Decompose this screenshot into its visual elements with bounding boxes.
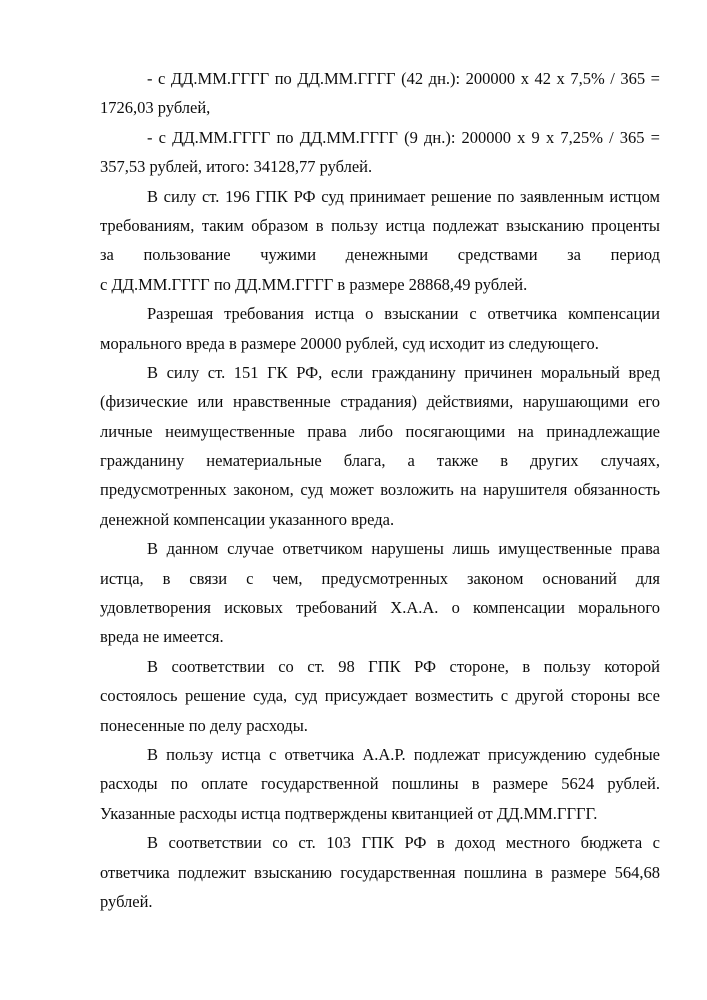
text-line: (физические или нравственные страдания) действиями, нарушающими его [100,392,660,412]
text-line: предусмотренных законом, суд может возложить на нарушителя обязанность [100,480,660,500]
text-line: Указанные расходы истца подтверждены квитанцией от ДД.ММ.ГГГГ. [100,803,598,823]
text-line: - с ДД.ММ.ГГГГ по ДД.ММ.ГГГГ (42 дн.): 200000 х 42 х 7,5% / 365 = [147,69,660,88]
text-line: - с ДД.ММ.ГГГГ по ДД.ММ.ГГГГ (9 дн.): 200000 х 9 х 7,25% / 365 = [147,127,660,147]
paragraph [100,123,660,182]
paragraph [100,182,660,300]
text-line: с ДД.ММ.ГГГГ по ДД.ММ.ГГГГ в размере 28868,49 рублей. [100,274,528,294]
text-line: денежной компенсации указанного вреда. [100,509,395,529]
text-line: истца, в связи с чем, предусмотренных законом оснований для [100,568,660,588]
text-line: морального вреда в размере 20000 рублей, суд исходит из следующего. [100,333,599,353]
paragraph [100,64,660,123]
text-line: В соответствии со ст. 103 ГПК РФ в доход местного бюджета с [147,833,660,853]
text-line: гражданину нематериальные блага, а также в других случаях, [100,451,660,471]
text-line: требованиям, таким образом в пользу истца подлежат взысканию проценты [100,215,660,235]
text-line: ответчика подлежит взысканию государственная пошлина в размере 564,68 [100,862,660,882]
text-line: личные неимущественные права либо посягающими на принадлежащие [100,421,660,441]
paragraph [100,652,660,740]
text-line: Разрешая требования истца о взыскании с ответчика компенсации [147,304,660,324]
paragraph [100,358,660,534]
paragraph [100,740,660,828]
text-line: понесенные по делу расходы. [100,715,308,735]
text-line: вреда не имеется. [100,627,224,647]
text-line: В данном случае ответчиком нарушены лишь имущественные права [147,539,660,559]
paragraph [100,534,660,652]
text-line: В силу ст. 196 ГПК РФ суд принимает решение по заявленным истцом [147,186,660,206]
text-line: расходы по оплате государственной пошлины в размере 5624 рублей. [100,774,660,794]
paragraph [100,299,660,358]
text-line: рублей. [100,891,153,911]
text-line: 1726,03 рублей, [100,98,211,118]
text-line: за пользование чужими денежными средствами за период [100,245,660,265]
text-line: В соответствии со ст. 98 ГПК РФ стороне, в пользу которой [147,656,660,676]
text-line: В силу ст. 151 ГК РФ, если гражданину причинен моральный вред [147,362,660,382]
paragraph [100,828,660,916]
text-line: состоялось решение суда, суд присуждает возместить с другой стороны все [100,686,660,706]
text-line: удовлетворения исковых требований Х.А.А. о компенсации морального [100,598,660,618]
text-line: 357,53 рублей, итого: 34128,77 рублей. [100,157,373,177]
text-line: В пользу истца с ответчика А.А.Р. подлежат присуждению судебные [147,744,660,764]
